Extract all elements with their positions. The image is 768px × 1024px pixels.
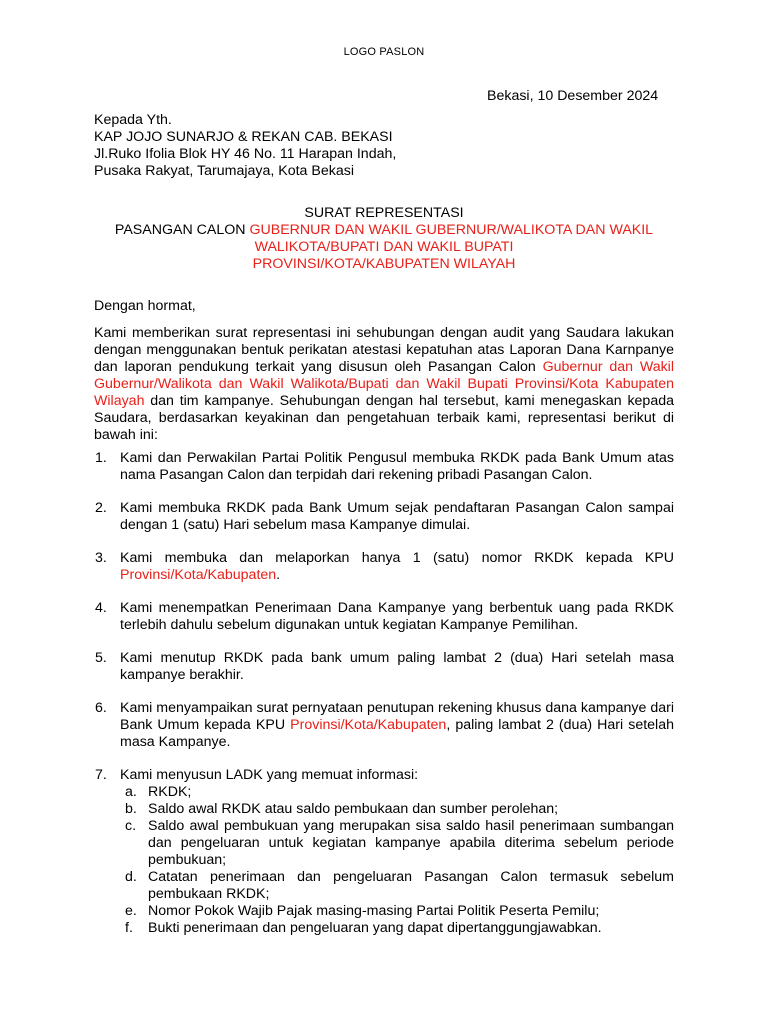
sublist-item: [120, 784, 674, 801]
list-item-red-text: Provinsi/Kota/Kabupaten: [290, 717, 447, 733]
list-item-number: 2.: [95, 500, 107, 516]
sublist-item: [120, 801, 674, 818]
list-item: [94, 550, 674, 584]
list-item-text: Kami menyampaikan surat pernyataan penutupan rekening khusus dana kampanye dari Bank Umum kepada KPU: [120, 700, 674, 733]
list-item: [94, 600, 674, 634]
title-line-2: [94, 222, 674, 256]
list-item-number: 7.: [95, 767, 107, 783]
representation-list: [94, 450, 674, 953]
list-item: [94, 500, 674, 534]
sublist-item-letter: d.: [125, 869, 137, 885]
sublist-item: [120, 920, 674, 937]
sublist-item-letter: b.: [125, 801, 137, 817]
recipient-name: KAP JOJO SUNARJO & REKAN CAB. BEKASI: [94, 129, 393, 145]
sublist-item-text: Catatan penerimaan dan pengeluaran Pasangan Calon termasuk sebelum pembukaan RKDK;: [148, 869, 674, 902]
list-item: [94, 650, 674, 684]
list-item-red-text: Provinsi/Kota/Kabupaten: [120, 567, 277, 583]
intro-part-2: dan tim kampanye. Sehubungan dengan hal tersebut, kami menegaskan kepada Saudara, berdasarkan keyakinan dan pengetahuan terbaik kami, representasi berikut di bawah ini:: [94, 393, 674, 443]
list-item-number: 3.: [95, 550, 107, 566]
list-item-number: 5.: [95, 650, 107, 666]
intro-part-1: Kami memberikan surat representasi ini sehubungan dengan audit yang Saudara lakukan dengan menggunakan bentuk perikatan atestasi kepatuhan atas Laporan Dana Karnpanye dan laporan pendukung terkait yang disusun oleh Pasangan Calon: [94, 325, 674, 375]
list-item-text: Kami menutup RKDK pada bank umum paling lambat 2 (dua) Hari setelah masa kampanye berakhir.: [120, 650, 674, 683]
sublist-item-letter: f.: [125, 920, 133, 936]
list-item: [94, 767, 674, 937]
sublist-item-letter: e.: [125, 903, 137, 919]
intro-paragraph: [94, 325, 674, 444]
recipient-address-block: [94, 112, 396, 180]
greeting: Dengan hormat,: [94, 298, 196, 314]
sublist-item: [120, 903, 674, 920]
list-item-tail: , paling lambat 2 (dua) Hari setelah masa Kampanye.: [120, 717, 674, 750]
list-item: [94, 450, 674, 484]
sublist-item-text: Bukti penerimaan dan pengeluaran yang dapat dipertanggungjawabkan.: [148, 920, 602, 936]
list-item-tail: .: [276, 567, 281, 583]
sublist-item-letter: a.: [125, 784, 137, 800]
sublist-item-text: RKDK;: [148, 784, 192, 800]
sublist-item-text: Saldo awal RKDK atau saldo pembukaan dan sumber perolehan;: [148, 801, 559, 817]
sublist-item: [120, 818, 674, 869]
list-item-text: Kami menyusun LADK yang memuat informasi:: [120, 767, 419, 783]
list-item-number: 4.: [95, 600, 107, 616]
list-item-text: Kami membuka RKDK pada Bank Umum sejak pendaftaran Pasangan Calon sampai dengan 1 (satu) Hari sebelum masa Kampanye dimulai.: [120, 500, 674, 533]
list-item-number: 6.: [95, 700, 107, 716]
recipient-address-line-2: Pusaka Rakyat, Tarumajaya, Kota Bekasi: [94, 163, 354, 179]
title-line-1: SURAT REPRESENTASI: [304, 205, 464, 221]
sublist-item-text: Nomor Pokok Wajib Pajak masing-masing Partai Politik Peserta Pemilu;: [148, 903, 600, 919]
list-item-text: Kami dan Perwakilan Partai Politik Pengusul membuka RKDK pada Bank Umum atas nama Pasangan Calon dan terpidah dari rekening pribadi Pasangan Calon.: [120, 450, 674, 483]
letter-title: [94, 205, 674, 273]
list-item-text: Kami membuka dan melaporkan hanya 1 (satu) nomor RKDK kepada KPU: [120, 550, 674, 566]
list-item-text: Kami menempatkan Penerimaan Dana Kampanye yang berbentuk uang pada RKDK terlebih dahulu sebelum digunakan untuk kegiatan Kampanye Pemilihan.: [120, 600, 674, 633]
recipient-address-line-1: Jl.Ruko Ifolia Blok HY 46 No. 11 Harapan Indah,: [94, 146, 397, 162]
intro-candidate-position: Gubernur dan Wakil Gubernur/Walikota dan Wakil Walikota/Bupati dan Wakil Bupati Provinsi/Kota Kabupaten Wilayah: [94, 359, 674, 409]
sublist-item-letter: c.: [125, 818, 137, 834]
sublist-item: [120, 869, 674, 903]
logo-placeholder: LOGO PASLON: [343, 46, 425, 58]
list-item: [94, 700, 674, 751]
title-line-3: PROVINSI/KOTA/KABUPATEN WILAYAH: [252, 256, 516, 272]
recipient-salutation: Kepada Yth.: [94, 112, 172, 128]
ladk-info-sublist: [120, 784, 674, 937]
title-prefix: PASANGAN CALON: [114, 222, 250, 238]
list-item-number: 1.: [95, 450, 107, 466]
title-candidate-position: GUBERNUR DAN WAKIL GUBERNUR/WALIKOTA DAN WAKIL WALIKOTA/BUPATI DAN WAKIL BUPATI: [249, 222, 654, 255]
sublist-item-text: Saldo awal pembukuan yang merupakan sisa saldo hasil penerimaan sumbangan dan pengeluaran untuk kegiatan kampanye apabila diterima sebelum periode pembukuan;: [148, 818, 674, 868]
place-date: Bekasi, 10 Desember 2024: [487, 88, 659, 104]
